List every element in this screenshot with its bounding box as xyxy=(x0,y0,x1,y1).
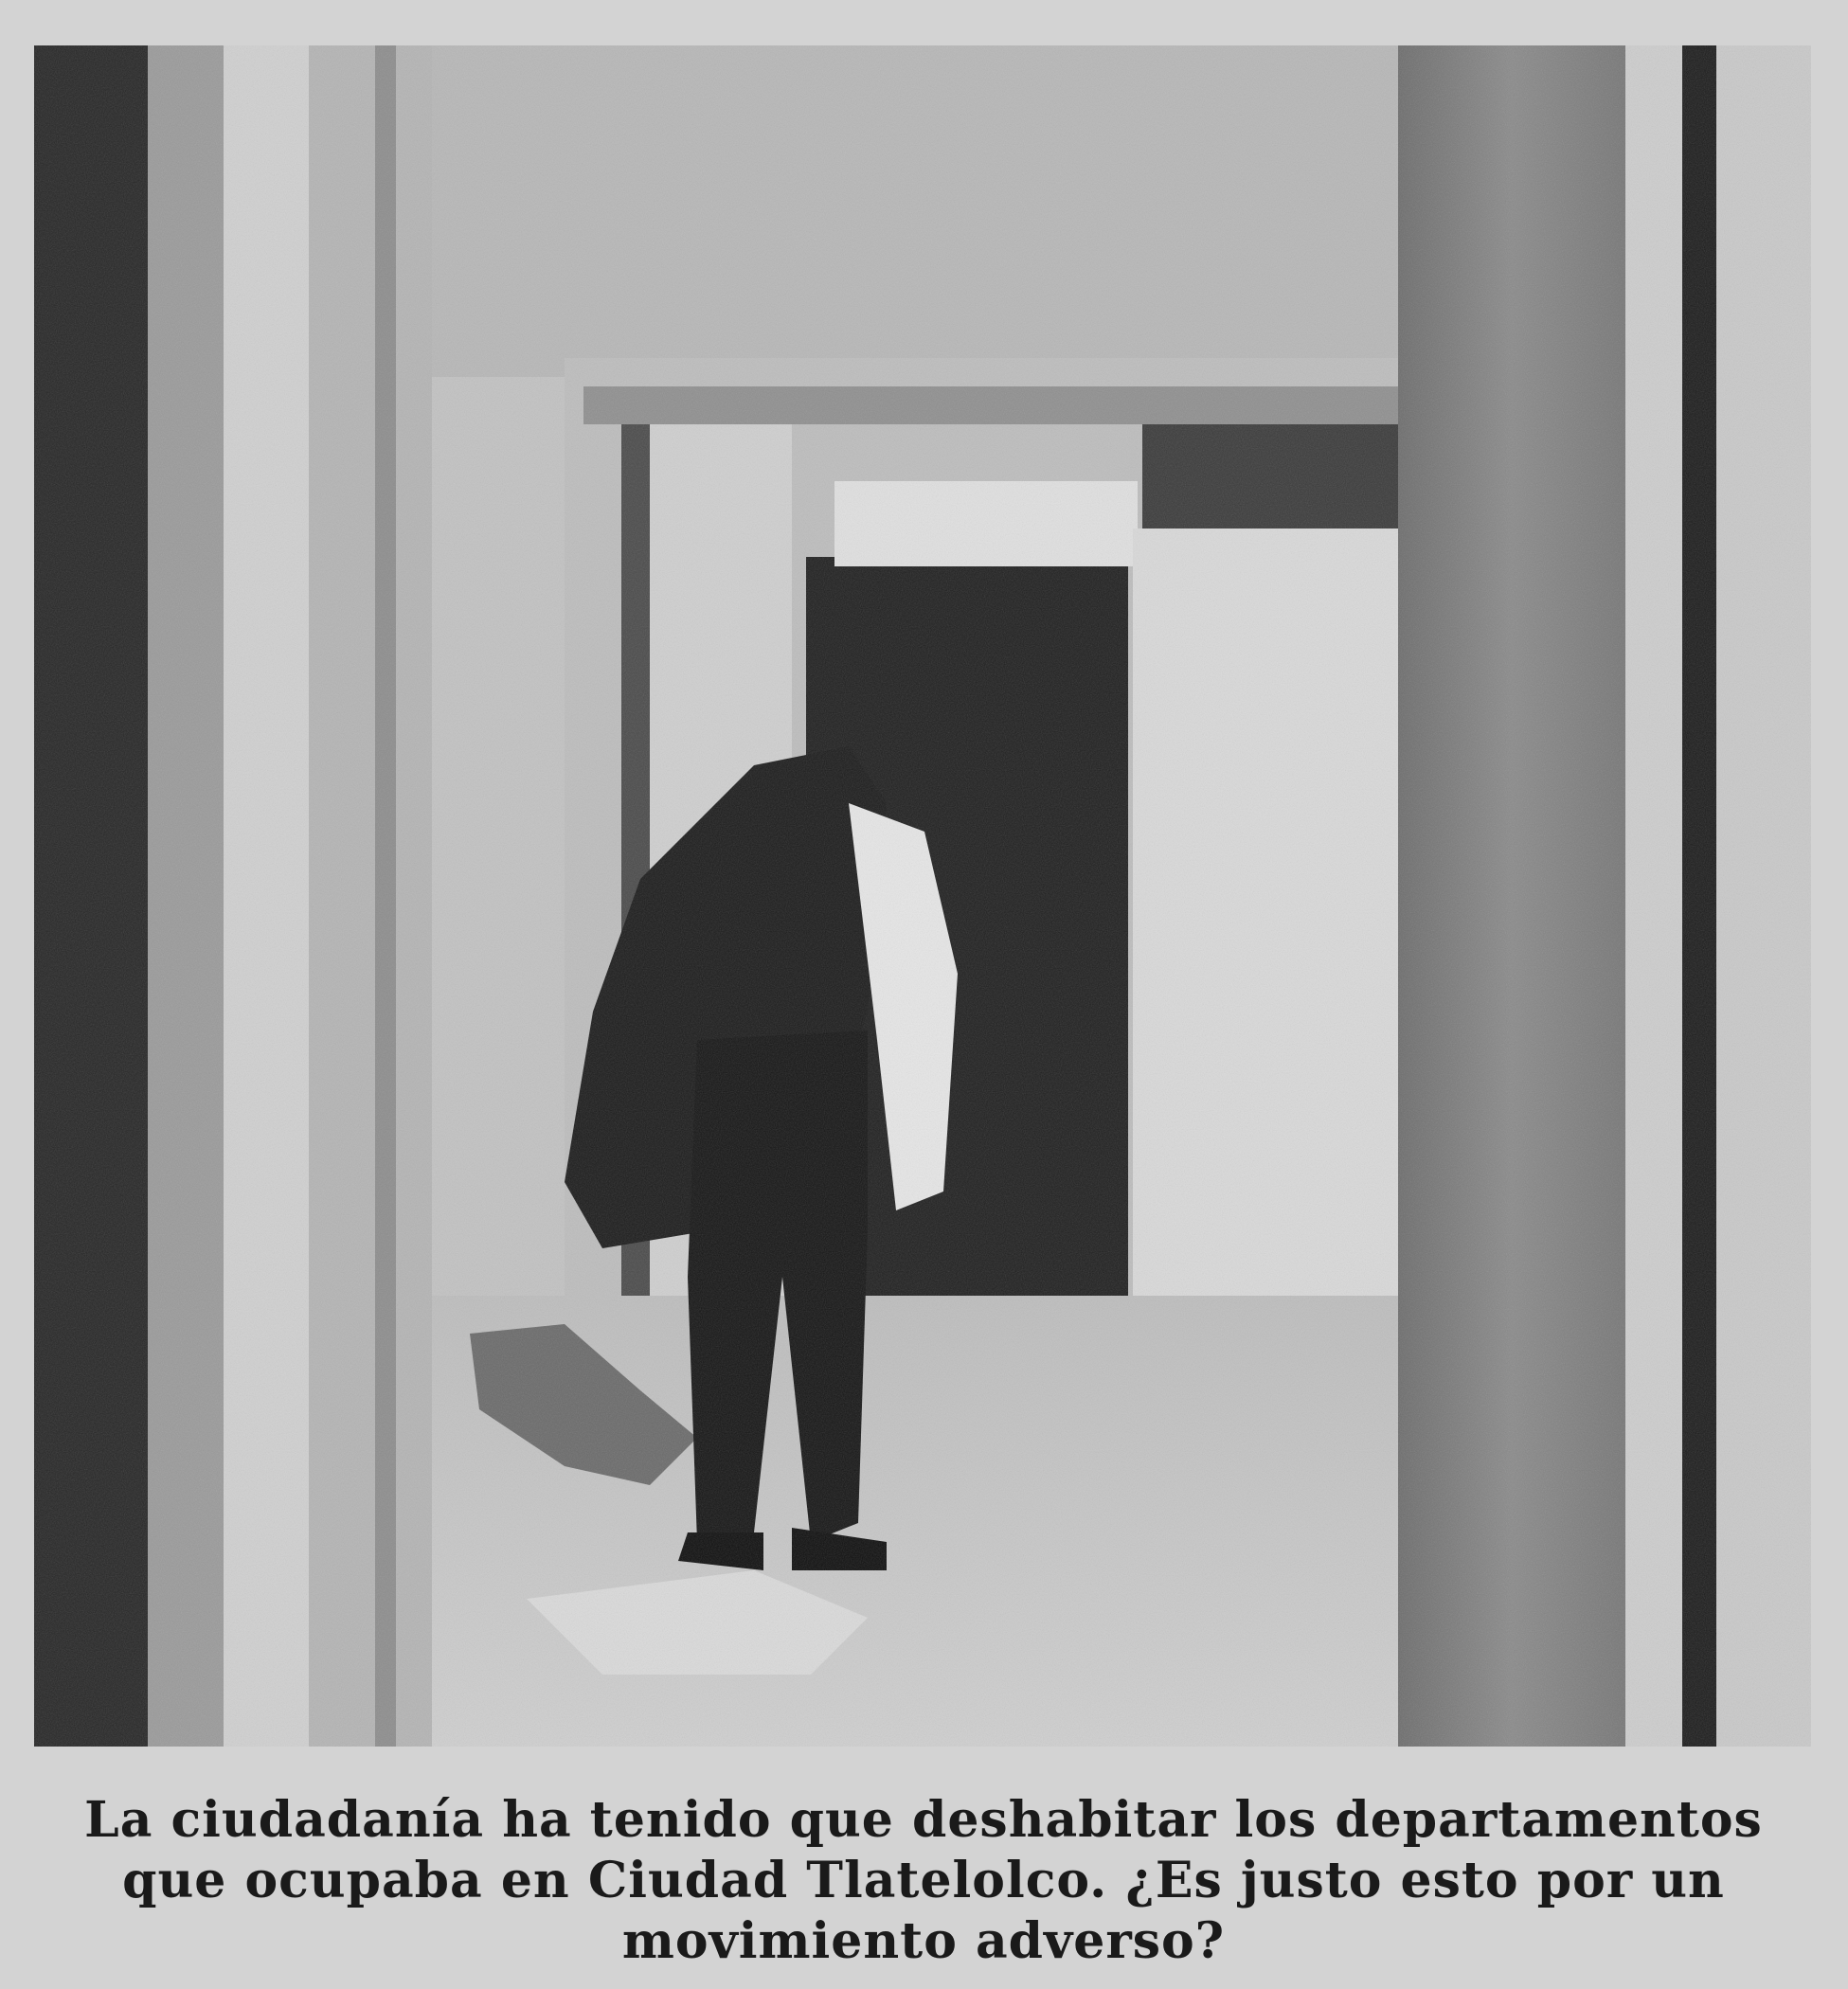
photo-illustration xyxy=(34,45,1811,1747)
news-photograph xyxy=(34,45,1811,1747)
film-grain xyxy=(34,45,1811,1747)
caption-line-1: La ciudadanía ha tenido que deshabitar los departamentos xyxy=(84,1791,1763,1849)
photo-caption xyxy=(57,1790,1790,1972)
caption-line-3: movimiento adverso? xyxy=(621,1912,1226,1970)
caption-line-2: que ocupaba en Ciudad Tlatelolco. ¿Es justo esto por un xyxy=(122,1852,1725,1909)
